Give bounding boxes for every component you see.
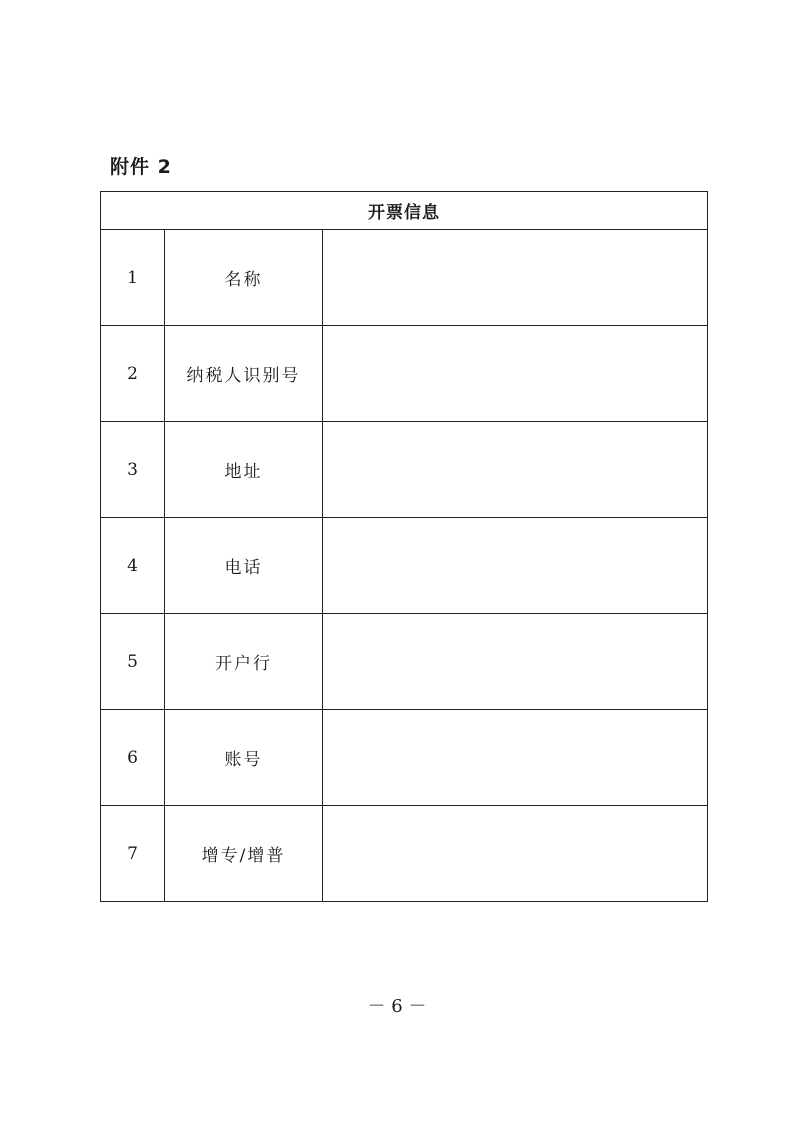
row-number: 3 bbox=[101, 422, 165, 518]
field-value-taxpayer-id[interactable] bbox=[323, 326, 708, 422]
table-row bbox=[101, 710, 708, 806]
table-title: 开票信息 bbox=[101, 192, 708, 230]
field-label-bank: 开户行 bbox=[165, 614, 323, 710]
field-value-phone[interactable] bbox=[323, 518, 708, 614]
field-value-bank[interactable] bbox=[323, 614, 708, 710]
row-number: 1 bbox=[101, 230, 165, 326]
table-row bbox=[101, 422, 708, 518]
attachment-label: 附件 2 bbox=[110, 156, 172, 178]
row-number: 5 bbox=[101, 614, 165, 710]
page-number: － 6 － bbox=[367, 996, 427, 1017]
field-value-name[interactable] bbox=[323, 230, 708, 326]
table-row bbox=[101, 326, 708, 422]
field-value-invoice-type[interactable] bbox=[323, 806, 708, 902]
row-number: 2 bbox=[101, 326, 165, 422]
field-label-address: 地址 bbox=[165, 422, 323, 518]
table-header-row bbox=[101, 192, 708, 230]
table-row bbox=[101, 614, 708, 710]
field-label-name: 名称 bbox=[165, 230, 323, 326]
field-label-account: 账号 bbox=[165, 710, 323, 806]
row-number: 4 bbox=[101, 518, 165, 614]
field-label-invoice-type: 增专/增普 bbox=[165, 806, 323, 902]
field-label-taxpayer-id: 纳税人识别号 bbox=[165, 326, 323, 422]
field-label-phone: 电话 bbox=[165, 518, 323, 614]
field-value-account[interactable] bbox=[323, 710, 708, 806]
invoice-info-table bbox=[100, 191, 708, 902]
table-row bbox=[101, 230, 708, 326]
row-number: 6 bbox=[101, 710, 165, 806]
table-row bbox=[101, 518, 708, 614]
field-value-address[interactable] bbox=[323, 422, 708, 518]
table-row bbox=[101, 806, 708, 902]
row-number: 7 bbox=[101, 806, 165, 902]
